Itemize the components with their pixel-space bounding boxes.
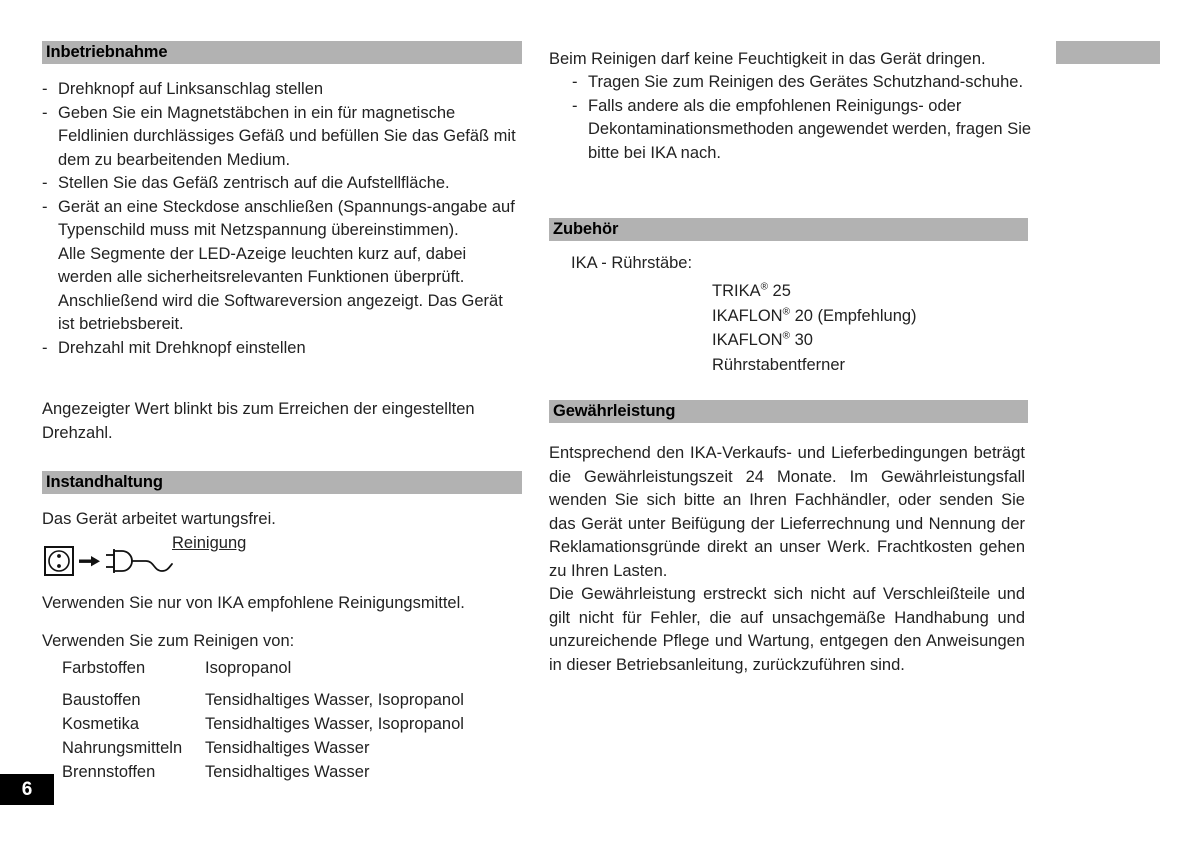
warranty-paragraph-1: Entsprechend den IKA-Verkaufs- und Lieferbedingungen beträgt die Gewährleistungszeit 24 Monate. Im Gewährleistungsfall wenden Sie sich bitte an Ihren Fachhändler, oder senden Sie das Gerät unter Beifügung der Lieferrechnung und Nennung der Reklamationsgründe direkt an unser Werk. Frachtkosten gehen zu Ihren Lasten. — [549, 444, 1025, 580]
accessory-name: TRIKA — [712, 282, 761, 300]
table-cell-agent: Tensidhaltiges Wasser, Isopropanol — [205, 691, 464, 709]
table-cell-agent: Isopropanol — [205, 659, 292, 677]
cleaning-agents-table — [62, 656, 464, 784]
commissioning-closing-note: Angezeigter Wert blinkt bis zum Erreichen der eingestellten Drehzahl. — [42, 400, 475, 442]
list-item-label: Drehknopf auf Linksanschlag stellen — [58, 80, 324, 98]
table-row — [62, 712, 464, 736]
registered-mark-icon: ® — [782, 330, 790, 342]
list-item-continuation: Alle Segmente der LED-Azeige leuchten kurz auf, dabei werden alle sicherheitsrelevanten Funktionen überprüft. Anschließend wird die Softwareversion angezeigt. Das Gerät ist betriebsbereit. — [58, 244, 503, 333]
list-item-label: Tragen Sie zum Reinigen des Gerätes Schutzhand-schuhe. — [588, 73, 1024, 91]
list-item — [712, 279, 1191, 304]
table-cell-agent: Tensidhaltiges Wasser — [205, 739, 370, 757]
list-item — [572, 95, 1032, 166]
section-heading-warranty: Gewährleistung — [549, 400, 1028, 423]
cleaning-table-intro: Verwenden Sie zum Reinigen von: — [42, 632, 295, 650]
accessory-suffix: 30 — [789, 331, 813, 349]
commissioning-step-list — [42, 78, 522, 360]
table-cell-material: Kosmetika — [62, 715, 140, 733]
cleaning-pictogram-label: Reinigung — [172, 534, 247, 552]
table-cell-agent: Tensidhaltiges Wasser — [205, 763, 370, 781]
dash-bullet-icon: - — [42, 80, 48, 98]
page-number-badge: 6 — [0, 774, 54, 805]
maintenance-intro-text: Das Gerät arbeitet wartungsfrei. — [42, 510, 276, 528]
cleaning-precaution-list — [572, 71, 1032, 165]
accessories-list — [712, 279, 1191, 377]
table-row — [62, 656, 464, 680]
cleaning-moisture-warning: Beim Reinigen darf keine Feuchtigkeit in das Gerät dringen. — [549, 50, 986, 68]
list-item-label: Gerät an eine Steckdose anschließen (Spannungs-angabe auf Typenschild muss mit Netzspannung übereinstimmen). — [58, 197, 515, 239]
dash-bullet-icon: - — [42, 197, 48, 216]
power-socket-icon — [45, 547, 73, 575]
section-heading-accessories: Zubehör — [549, 218, 1028, 241]
accessory-name: IKAFLON — [712, 306, 783, 325]
section-heading-maintenance: Instandhaltung — [42, 471, 522, 494]
list-item-label: Stellen Sie das Gefäß zentrisch auf die Aufstellfläche. — [58, 174, 450, 192]
list-item — [712, 328, 1191, 353]
arrow-right-icon — [79, 556, 100, 566]
list-item — [42, 102, 522, 173]
dash-bullet-icon: - — [572, 73, 578, 91]
dash-bullet-icon: - — [42, 174, 48, 192]
table-row — [62, 760, 464, 784]
table-cell-material: Baustoffen — [62, 691, 141, 709]
list-item — [42, 78, 522, 102]
list-item — [42, 337, 522, 361]
dash-bullet-icon: - — [42, 103, 48, 122]
dash-bullet-icon: - — [572, 96, 578, 115]
section-heading-commissioning: Inbetriebnahme — [42, 41, 522, 64]
power-plug-icon — [106, 549, 172, 573]
list-item — [712, 304, 1191, 329]
list-item — [712, 353, 1191, 378]
cleaning-agents-note: Verwenden Sie nur von IKA empfohlene Reinigungsmittel. — [42, 594, 465, 612]
table-row — [62, 736, 464, 760]
accessories-subheading: IKA - Rührstäbe: — [571, 254, 693, 272]
table-cell-material: Farbstoffen — [62, 659, 146, 677]
table-row — [62, 680, 464, 712]
registered-mark-icon: ® — [760, 281, 768, 293]
cleaning-pictogram — [42, 534, 522, 582]
list-item — [42, 172, 522, 196]
list-item-label: Falls andere als die empfohlenen Reinigungs- oder Dekontaminationsmethoden angewendet werden, fragen Sie bitte bei IKA nach. — [588, 96, 1032, 162]
list-item — [572, 71, 1032, 95]
table-cell-agent: Tensidhaltiges Wasser, Isopropanol — [205, 715, 464, 733]
table-cell-material: Brennstoffen — [62, 763, 156, 781]
accessory-name: IKAFLON — [712, 331, 783, 349]
warranty-paragraph-2: Die Gewährleistung erstreckt sich nicht auf Verschleißteile und gilt nicht für Fehler, die auf unsachgemäße Handhabung und unzureichende Pflege und Wartung, entgegen den Anweisungen in dieser Betriebsanleitung, zurückzuführen sind. — [549, 585, 1025, 674]
registered-mark-icon: ® — [782, 306, 790, 317]
dash-bullet-icon: - — [42, 338, 48, 357]
list-item-label: Drehzahl mit Drehknopf einstellen — [58, 338, 306, 357]
list-item-label: Geben Sie ein Magnetstäbchen in ein für magnetische Feldlinien durchlässiges Gefäß und befüllen Sie das Gefäß mit dem zu bearbeitenden Medium. — [58, 103, 516, 169]
table-cell-material: Nahrungsmitteln — [62, 739, 183, 757]
accessory-suffix: 25 — [767, 282, 791, 300]
list-item — [42, 196, 522, 337]
accessory-name: Rührstabentferner — [712, 355, 845, 374]
accessory-suffix: 20 (Empfehlung) — [789, 306, 917, 325]
section-heading-bar-fragment — [1056, 41, 1160, 64]
